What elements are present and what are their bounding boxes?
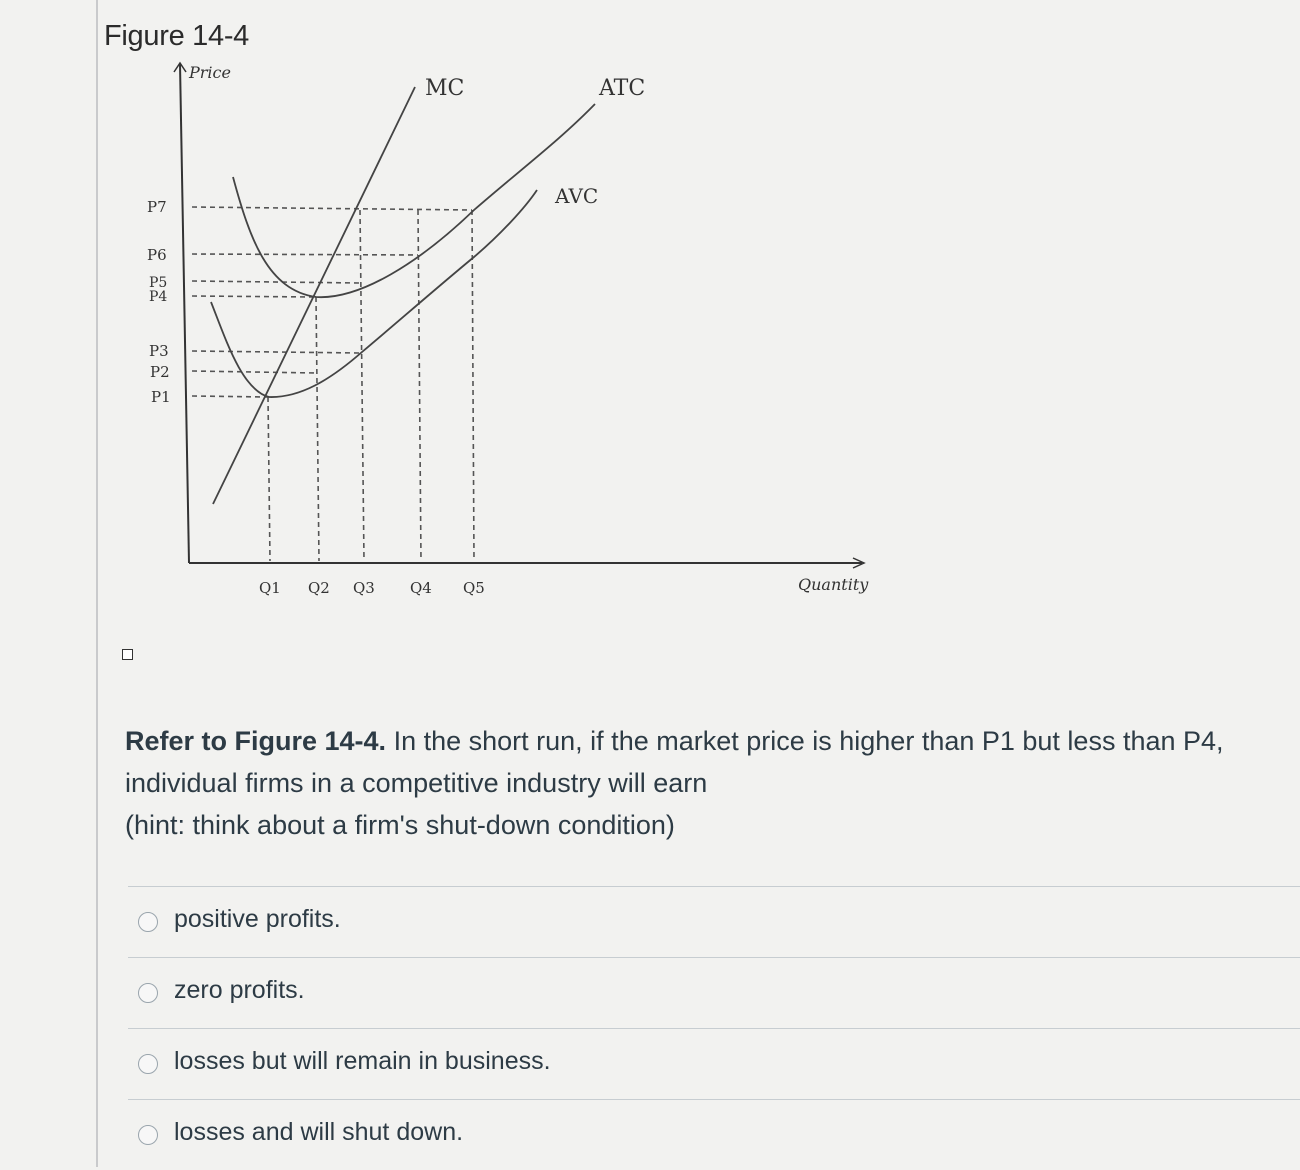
quantity-label-q5: Q5: [463, 579, 485, 597]
guide-q3: [360, 210, 364, 561]
answer-option-4[interactable]: [128, 1099, 1300, 1170]
question-text: [125, 720, 1295, 846]
guide-p4: [192, 296, 316, 297]
x-axis-label: Quantity: [798, 575, 869, 594]
answer-list: [128, 886, 1300, 1170]
quantity-label-q2: Q2: [308, 579, 330, 597]
guide-p7: [192, 207, 472, 210]
price-label-p5: P5: [149, 275, 168, 291]
price-label-p1: P1: [151, 388, 171, 406]
radio-button-icon[interactable]: [138, 1054, 158, 1074]
price-label-p3: P3: [149, 342, 169, 360]
answer-option-2[interactable]: [128, 957, 1300, 1028]
price-label-p6: P6: [147, 246, 167, 264]
avc-curve: [211, 190, 537, 397]
guide-p2: [192, 371, 316, 373]
mc-label: MC: [425, 76, 465, 101]
mc-curve: [213, 87, 415, 504]
y-axis-label: Price: [189, 63, 231, 82]
guide-q1: [268, 397, 270, 561]
radio-button-icon[interactable]: [138, 912, 158, 932]
question-reference: Refer to Figure 14-4.: [125, 726, 387, 756]
price-label-p4: P4: [149, 289, 168, 305]
quantity-label-q1: Q1: [259, 579, 281, 597]
price-label-p2: P2: [150, 363, 170, 381]
cost-curves-graph: [0, 0, 900, 620]
answer-option-3[interactable]: [128, 1028, 1300, 1099]
avc-label: AVC: [555, 184, 599, 208]
figure-title: Figure 14-4: [104, 20, 249, 52]
radio-button-icon[interactable]: [138, 1125, 158, 1145]
answer-label: losses and will shut down.: [174, 1118, 464, 1146]
y-axis: [180, 64, 189, 563]
guide-q2: [316, 297, 319, 561]
quantity-label-q4: Q4: [410, 579, 432, 597]
cost-curves-figure: [0, 0, 900, 620]
image-placeholder-icon: [122, 649, 133, 660]
guide-p6: [192, 254, 418, 255]
atc-curve: [233, 104, 595, 297]
answer-label: zero profits.: [174, 976, 305, 1004]
price-label-p7: P7: [147, 198, 167, 216]
question-body: In the short run, if the market price is higher than P1 but less than P4, individual firms in a competitive industry will earn: [125, 726, 1224, 798]
guide-p3: [192, 351, 360, 353]
question-hint: (hint: think about a firm's shut-down condition): [125, 810, 675, 840]
guide-p1: [192, 396, 268, 397]
radio-button-icon[interactable]: [138, 983, 158, 1003]
answer-option-1[interactable]: [128, 886, 1300, 957]
answer-label: positive profits.: [174, 905, 341, 933]
answer-label: losses but will remain in business.: [174, 1047, 551, 1075]
guide-q4: [418, 210, 421, 561]
guide-q5: [472, 210, 474, 561]
guide-p5: [192, 281, 360, 283]
quantity-label-q3: Q3: [353, 579, 375, 597]
atc-label: ATC: [599, 76, 646, 101]
